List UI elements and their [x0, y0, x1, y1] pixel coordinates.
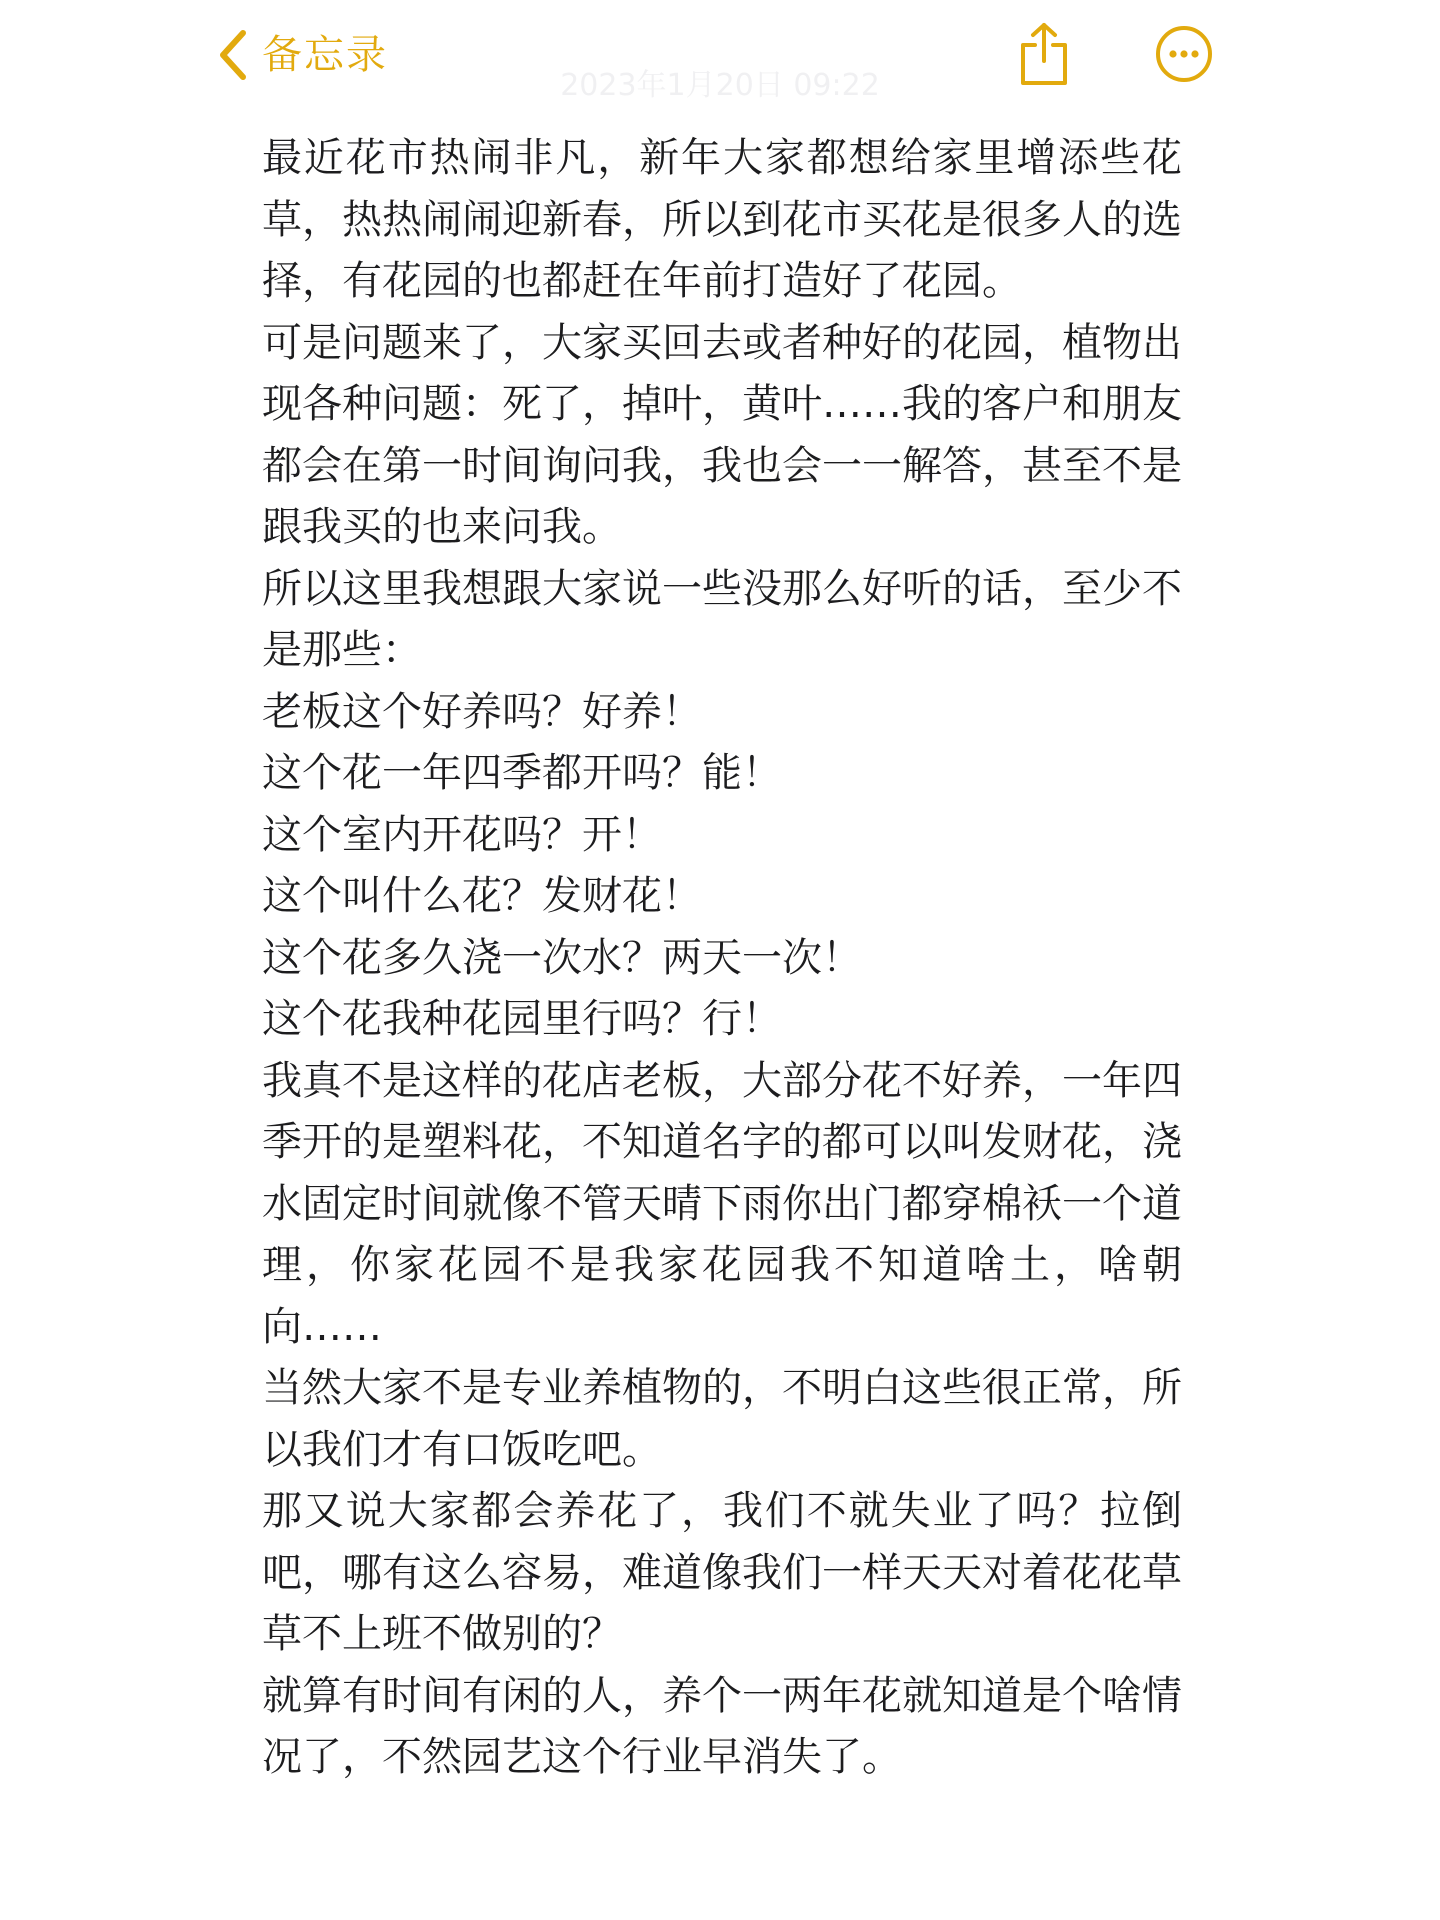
note-paragraph: 这个叫什么花？发财花！: [262, 873, 702, 919]
note-paragraph: 我真不是这样的花店老板，大部分花不好养，一年四季开的是塑料花，不知道名字的都可以叫发财花，浇水固定时间就像不管天晴下雨你出门都穿棉袄一个道理，你家花园不是我家花园我不知道啥土，啥朝向……: [262, 1057, 1182, 1350]
note-paragraph: 最近花市热闹非凡，新年大家都想给家里增添些花草，热热闹闹迎新春，所以到花市买花是很多人的选择，有花园的也都赶在年前打造好了花园。: [262, 135, 1182, 304]
note-body[interactable]: [262, 128, 1182, 1789]
note-paragraph: 这个花一年四季都开吗？能！: [262, 750, 782, 796]
note-paragraph: 老板这个好养吗？好养！: [262, 688, 702, 735]
note-paragraph: 这个花多久浇一次水？两天一次！: [262, 934, 862, 981]
back-label: 备忘录: [262, 32, 388, 78]
note-paragraph: 可是问题来了，大家买回去或者种好的花园，植物出现各种问题：死了，掉叶，黄叶……我的客户和朋友都会在第一时间询问我，我也会一一解答，甚至不是跟我买的也来问我。: [262, 319, 1182, 550]
note-paragraph: 所以这里我想跟大家说一些没那么好听的话，至少不是那些：: [262, 565, 1182, 673]
note-paragraph: 当然大家不是专业养植物的，不明白这些很正常，所以我们才有口饭吃吧。: [262, 1365, 1182, 1473]
note-date: 2023年1月20日 09:22: [560, 68, 880, 103]
note-paragraph: 这个花我种花园里行吗？行！: [262, 996, 782, 1042]
navigation-bar: [0, 0, 1440, 120]
note-paragraph: 那又说大家都会养花了，我们不就失业了吗？拉倒吧，哪有这么容易，难道像我们一样天天对着花花草草不上班不做别的？: [262, 1488, 1182, 1657]
note-paragraph: 这个室内开花吗？开！: [262, 811, 662, 858]
note-paragraph: 就算有时间有闲的人，养个一两年花就知道是个啥情况了，不然园艺这个行业早消失了。: [262, 1672, 1182, 1780]
